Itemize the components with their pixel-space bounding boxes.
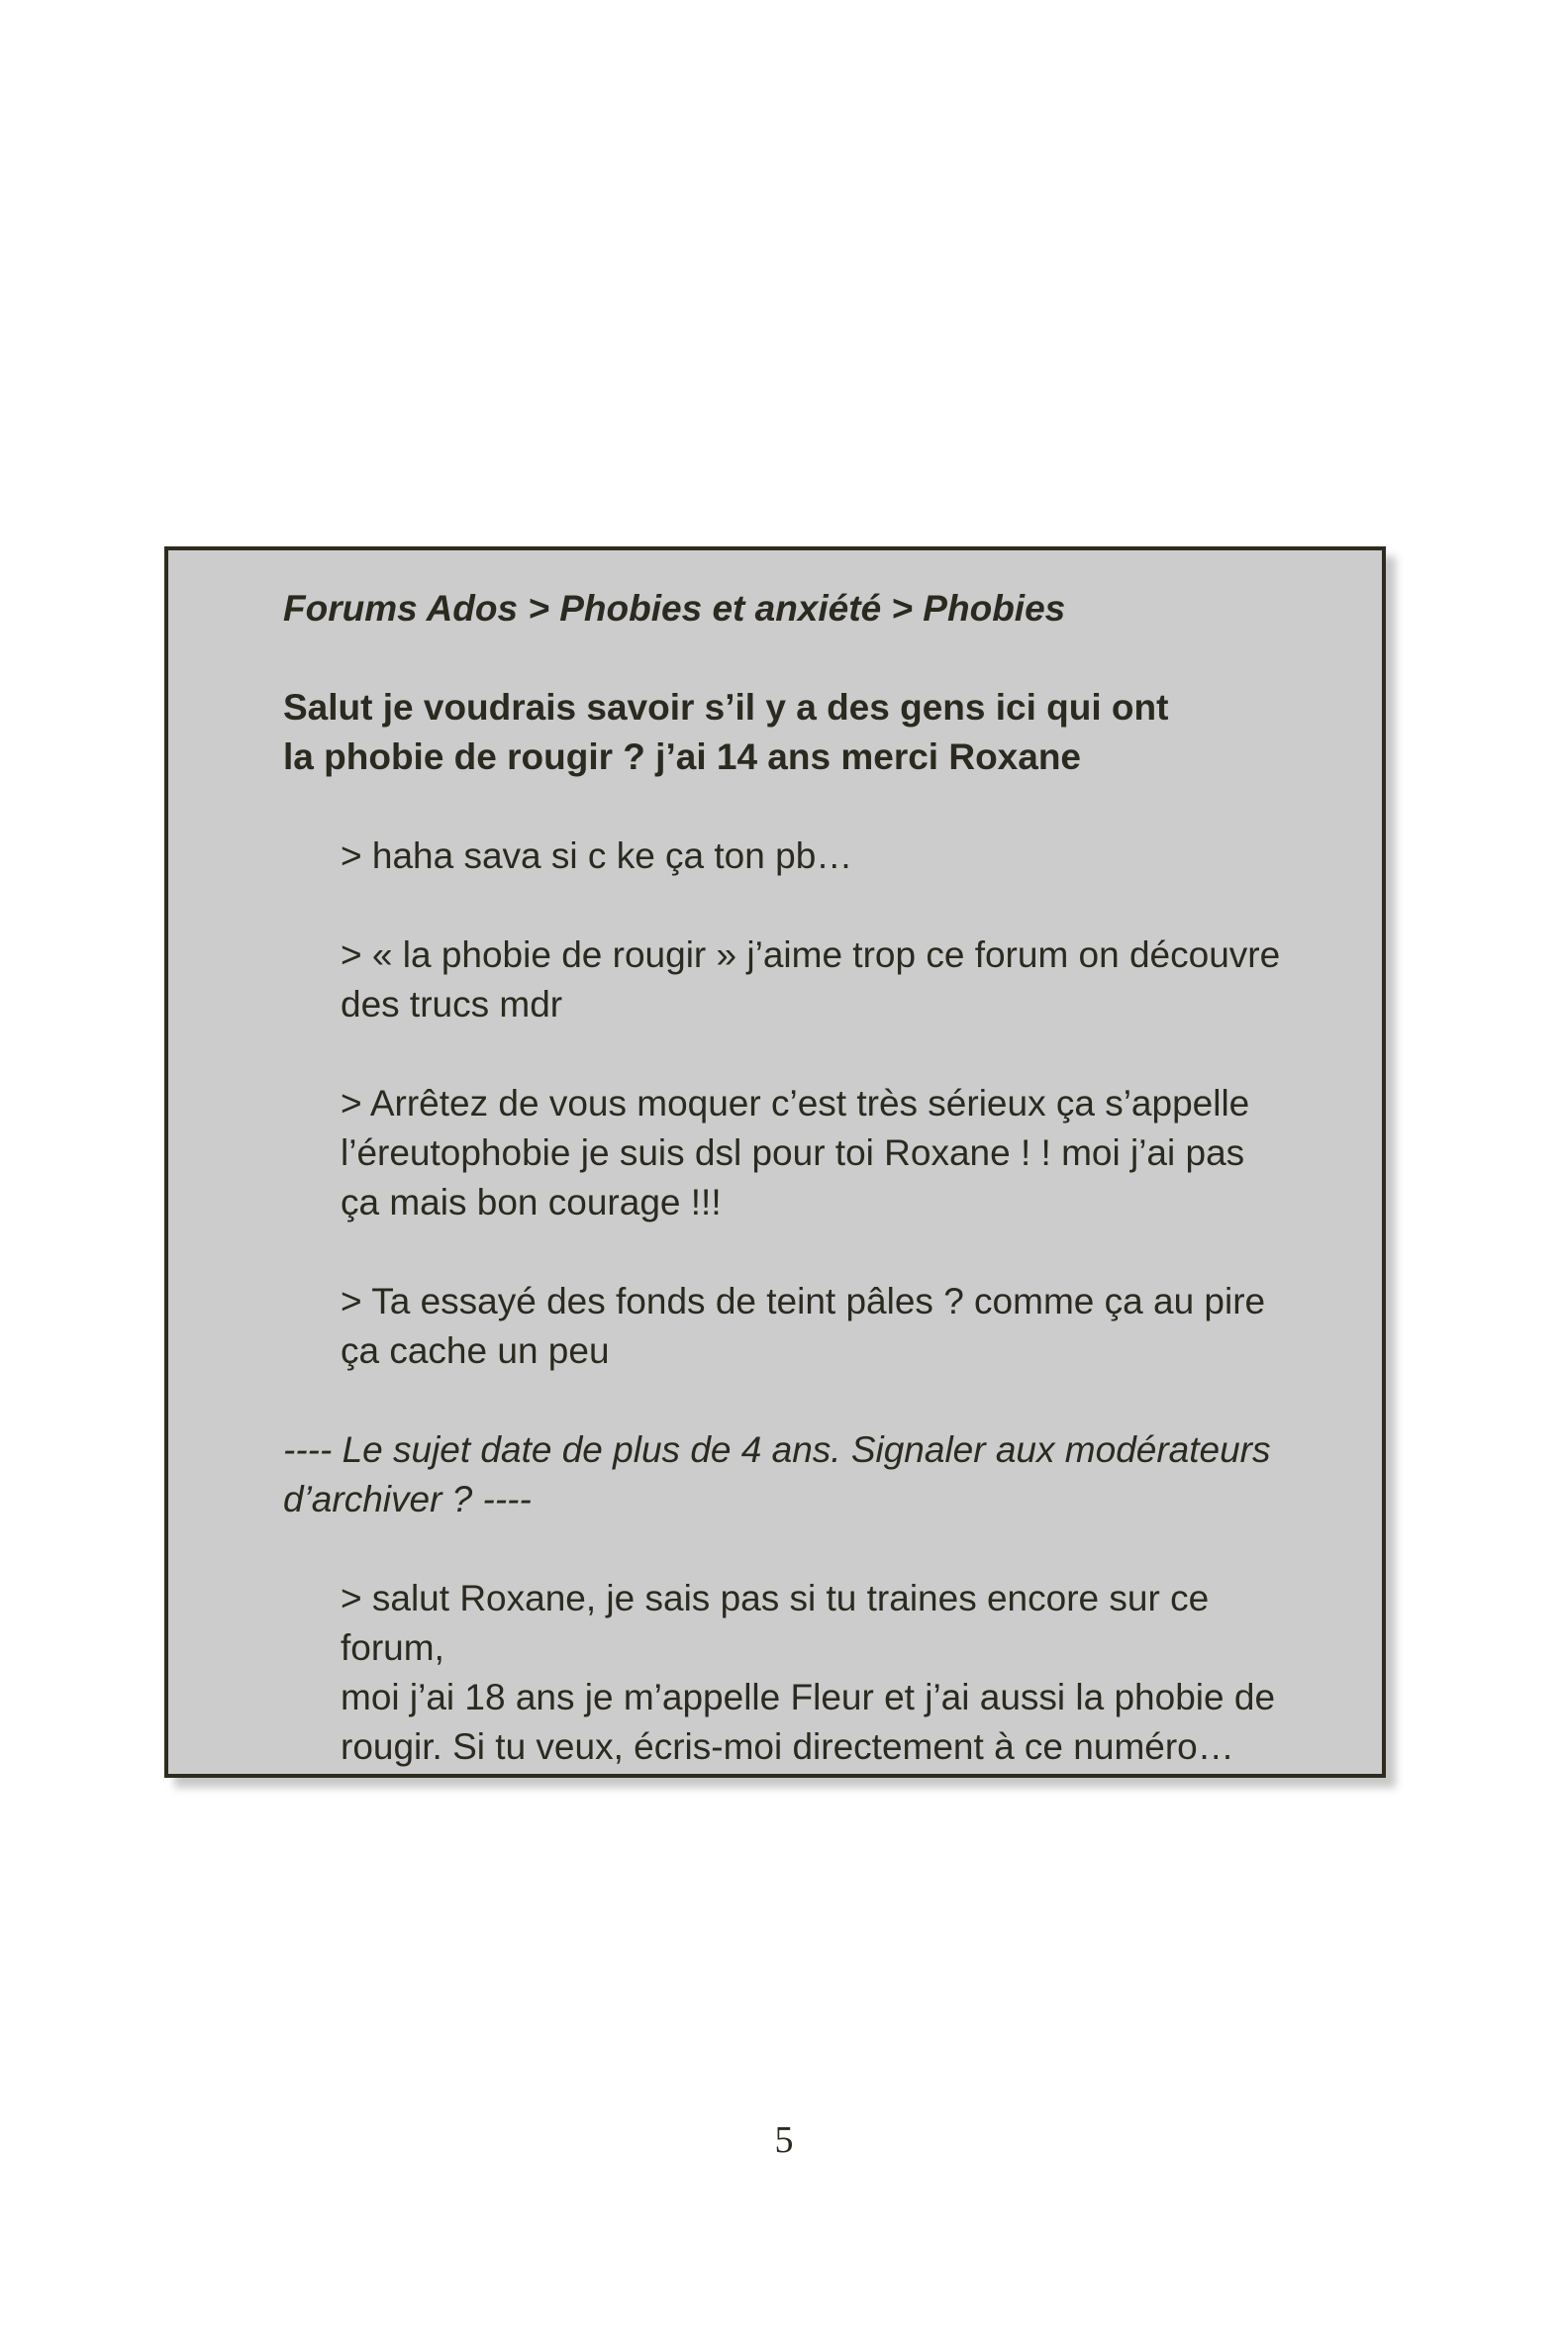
breadcrumb: Forums Ados > Phobies et anxiété > Phobies [283, 588, 1066, 629]
reply-1: > haha sava si c ke ça ton pb… [341, 835, 853, 876]
late-reply: > salut Roxane, je sais pas si tu traines encore sur ce forum, moi j’ai 18 ans je m’appelle Fleur et j’ai aussi la phobie de rougir. Si tu veux, écris-moi directement à ce numéro… [341, 1578, 1276, 1767]
reply-3: > Arrêtez de vous moquer c’est très sérieux ça s’appelle l’éreutophobie je suis dsl pour toi Roxane ! ! moi j’ai pas ça mais bon courage !!! [341, 1083, 1250, 1222]
original-post: Salut je voudrais savoir s’il y a des gens ici qui ont la phobie de rougir ? j’ai 14 ans merci Roxane [283, 687, 1169, 777]
reply-2: > « la phobie de rougir » j’aime trop ce forum on découvre des trucs mdr [341, 934, 1281, 1025]
page-number: 5 [774, 2119, 794, 2161]
archive-notice: ---- Le sujet date de plus de 4 ans. Signaler aux modérateurs d’archiver ? ---- [283, 1429, 1271, 1519]
reply-4: > Ta essayé des fonds de teint pâles ? comme ça au pire ça cache un peu [341, 1281, 1266, 1371]
forum-thread-box [164, 546, 1386, 1778]
forum-thread-content [283, 584, 1293, 1772]
